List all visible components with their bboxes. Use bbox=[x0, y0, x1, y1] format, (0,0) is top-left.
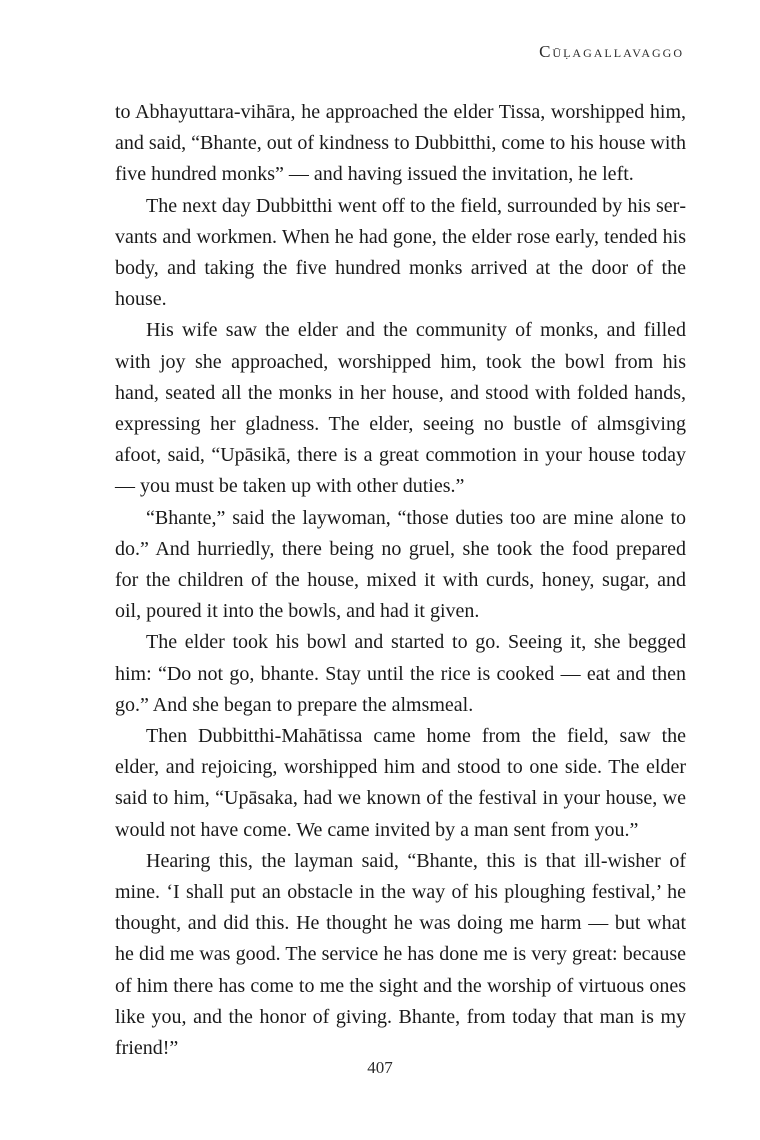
running-head: Cūḷagallavaggo bbox=[539, 42, 684, 61]
paragraph: to Abhayuttara-vihāra, he approached the elder Tissa, worshipped him, and said, “Bhante, out of kindness to Dubbitthi, come to his house with five hundred monks” — and having issued the invitation, he left. bbox=[115, 101, 686, 186]
paragraph: His wife saw the elder and the community of monks, and filled with joy she approached, worshipped him, took the bowl from his hand, seated all the monks in her house, and stood with folded hands, expressing her gladness. The elder, seeing no bustle of almsgiving afoot, said, “Upāsikā, there is a great commotion in your house today — you must be taken up with other duties.” bbox=[115, 319, 686, 498]
page-number: 407 bbox=[367, 1058, 393, 1077]
paragraph: Then Dubbitthi-Mahātissa came home from the field, saw the elder, and rejoicing, worshipped him and stood to one side. The elder said to him, “Upāsaka, had we known of the festival in your house, we would not have come. We came invited by a man sent from you.” bbox=[115, 725, 686, 841]
paragraph: “Bhante,” said the laywoman, “those duties too are mine alone to do.” And hurriedly, there being no gruel, she took the food prepared for the children of the house, mixed it with curds, honey, sugar, and oil, poured it into the bowls, and had it given. bbox=[115, 506, 686, 623]
paragraph: The next day Dubbitthi went off to the field, surrounded by his servants and workmen. When he had gone, the elder rose early, tended his body, and taking the five hundred monks arrived at the door of the house. bbox=[115, 194, 686, 311]
paragraph: The elder took his bowl and started to go. Seeing it, she begged him: “Do not go, bhante. Stay until the rice is cooked — eat and then go.” And she began to prepare the almsmeal. bbox=[115, 631, 686, 716]
body-text bbox=[115, 97, 686, 1064]
paragraph: Hearing this, the layman said, “Bhante, this is that ill-wisher of mine. ‘I shall put an obstacle in the way of his ploughing festival,’ he thought, and did this. He thought he was doing me harm — but what he did me was good. The service he has done me is very great: because of him there has come to me the sight and the worship of virtuous ones like you, and the honor of giving. Bhante, from today that man is my friend!” bbox=[115, 849, 686, 1060]
